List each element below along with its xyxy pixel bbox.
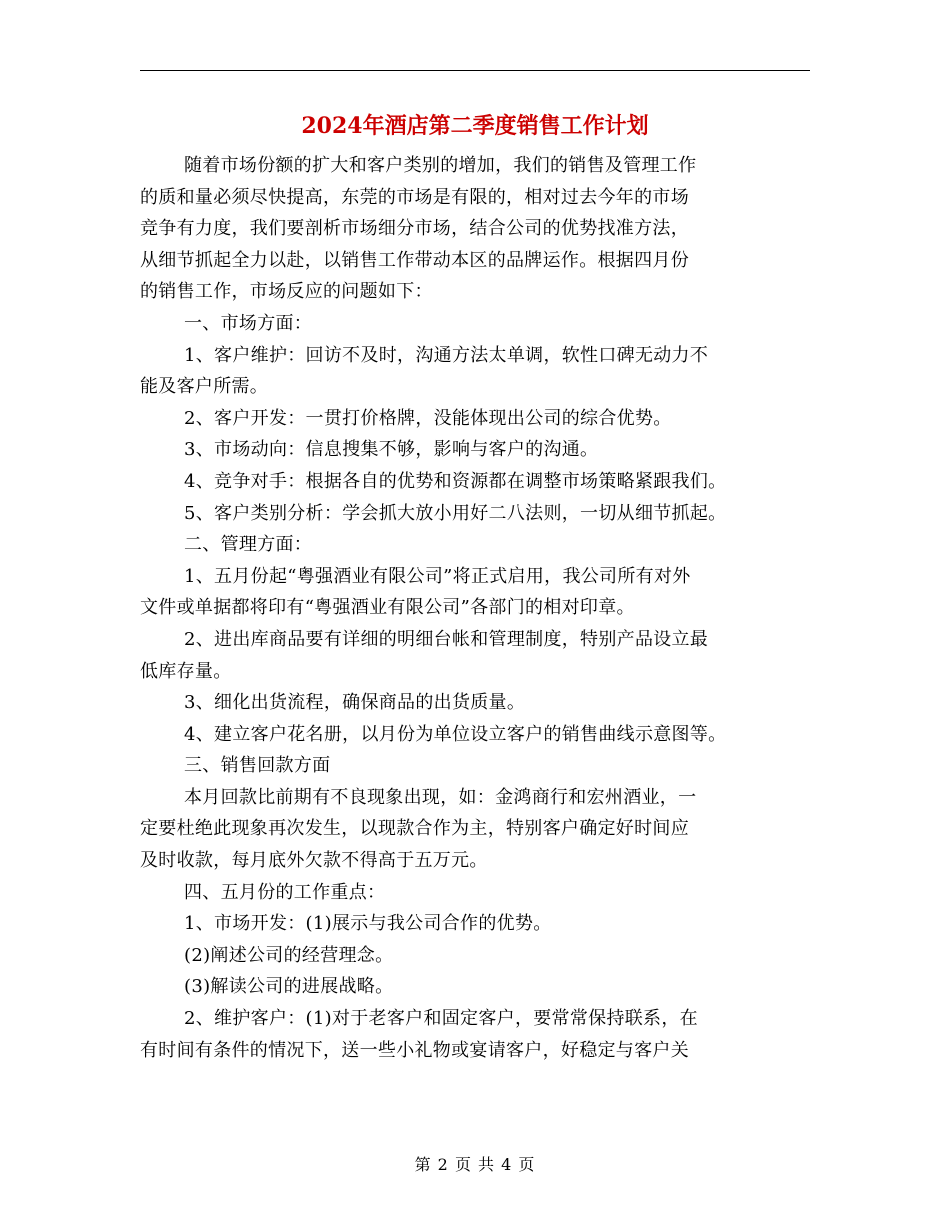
paragraph-line: (2)阐述公司的经营理念。	[184, 944, 394, 966]
paragraph-line: 低库存量。	[140, 660, 232, 682]
paragraph-line: 定要杜绝此现象再次发生，以现款合作为主，特别客户确定好时间应	[140, 818, 689, 840]
paragraph-line: 2、进出库商品要有详细的明细台帐和管理制度，特别产品设立最	[184, 628, 709, 650]
paragraph-line: 随着市场份额的扩大和客户类别的增加，我们的销售及管理工作	[184, 155, 697, 176]
paragraph-line: 竞争有力度，我们要剖析市场细分市场，结合公司的优势找准方法，	[140, 218, 689, 240]
paragraph-line: 1、五月份起“粤强酒业有限公司”将正式启用，我公司所有对外	[184, 565, 691, 587]
header-rule	[140, 70, 810, 71]
paragraph-line: 3、市场动向：信息搜集不够，影响与客户的沟通。	[184, 439, 599, 461]
paragraph-line: (3)解读公司的进展战略。	[184, 976, 394, 998]
section-heading: 四、五月份的工作重点：	[184, 881, 386, 903]
paragraph-line: 及时收款，每月底外欠款不得高于五万元。	[140, 850, 488, 872]
paragraph-line: 能及客户所需。	[140, 376, 269, 398]
paragraph-line: 的质和量必须尽快提高，东莞的市场是有限的，相对过去今年的市场	[140, 186, 689, 208]
paragraph-line: 本月回款比前期有不良现象出现，如：金鸿商行和宏州酒业，一	[184, 786, 697, 808]
paragraph-line: 3、细化出货流程，确保商品的出货质量。	[184, 692, 526, 714]
paragraph-line: 2、维护客户：(1)对于老客户和固定客户，要常常保持联系，在	[184, 1008, 698, 1030]
section-heading: 一、市场方面：	[184, 312, 313, 334]
document-body	[140, 150, 820, 1066]
paragraph-line: 4、建立客户花名册，以月份为单位设立客户的销售曲线示意图等。	[184, 723, 727, 745]
paragraph-line: 从细节抓起全力以赴，以销售工作带动本区的品牌运作。根据四月份	[140, 249, 689, 271]
section-heading: 二、管理方面：	[184, 534, 313, 556]
document-title: 2024年酒店第二季度销售工作计划	[301, 113, 649, 139]
paragraph-line: 4、竞争对手：根据各自的优势和资源都在调整市场策略紧跟我们。	[184, 470, 727, 492]
paragraph-line: 5、客户类别分析：学会抓大放小用好二八法则，一切从细节抓起。	[184, 502, 727, 524]
paragraph-line: 有时间有条件的情况下，送一些小礼物或宴请客户，好稳定与客户关	[140, 1039, 689, 1061]
paragraph-line: 1、客户维护：回访不及时，沟通方法太单调，软性口碑无动力不	[184, 344, 709, 366]
paragraph-line: 的销售工作，市场反应的问题如下：	[140, 281, 433, 303]
page-number: 第 2 页 共 4 页	[414, 1155, 536, 1174]
paragraph-line: 2、客户开发：一贯打价格牌，没能体现出公司的综合优势。	[184, 407, 672, 429]
paragraph-line: 1、市场开发：(1)展示与我公司合作的优势。	[184, 913, 552, 935]
paragraph-line: 文件或单据都将印有“粤强酒业有限公司”各部门的相对印章。	[140, 597, 635, 619]
section-heading: 三、销售回款方面	[184, 755, 331, 777]
